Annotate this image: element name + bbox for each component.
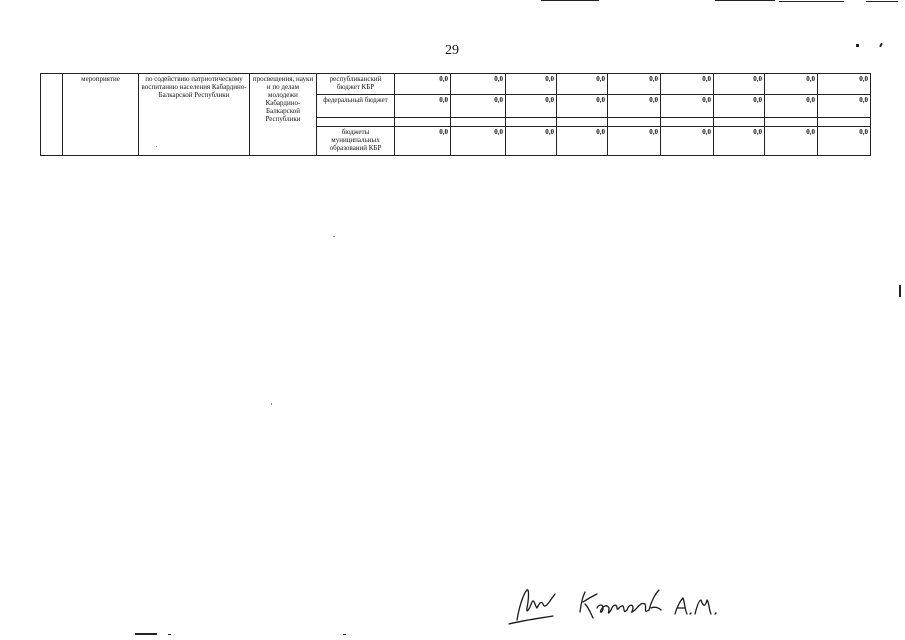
blank-cell <box>557 118 608 127</box>
value-cell: 0,0 <box>714 95 765 118</box>
funding-source-cell: федеральный бюджет <box>317 95 395 118</box>
page-number: 29 <box>445 43 459 58</box>
value-cell: 0,0 <box>714 74 765 95</box>
value-cell: 0,0 <box>661 127 714 156</box>
value-cell: 0,0 <box>765 95 818 118</box>
speck-mark <box>899 285 901 297</box>
speck-mark <box>271 403 272 405</box>
value-cell: 0,0 <box>661 74 714 95</box>
blank-cell <box>395 118 451 127</box>
value-cell: 0,0 <box>557 95 608 118</box>
speck-mark <box>879 43 883 47</box>
scan-line-bottom <box>135 633 157 635</box>
blank-cell <box>765 118 818 127</box>
executor-cell: просвещения, науки и по делам молодежи Кабардино-Балкарской Республики <box>250 74 317 156</box>
value-cell: 0,0 <box>608 127 661 156</box>
value-cell: 0,0 <box>506 74 557 95</box>
speck-mark <box>856 44 859 47</box>
value-cell: 0,0 <box>451 74 506 95</box>
blank-cell <box>818 118 871 127</box>
value-cell: 0,0 <box>557 74 608 95</box>
value-cell: 0,0 <box>557 127 608 156</box>
scan-line-bottom <box>168 634 171 635</box>
scan-line-2 <box>715 0 775 1</box>
blank-cell <box>714 118 765 127</box>
blank-cell <box>608 118 661 127</box>
value-cell: 0,0 <box>506 127 557 156</box>
funding-source-cell: республиканский бюджет КБР <box>317 74 395 95</box>
scan-line-bottom <box>343 634 346 635</box>
value-cell: 0,0 <box>765 74 818 95</box>
scan-line-3 <box>779 1 844 2</box>
value-cell: 0,0 <box>818 74 871 95</box>
value-cell: 0,0 <box>451 127 506 156</box>
speck-mark <box>156 146 157 147</box>
value-cell: 0,0 <box>714 127 765 156</box>
value-cell: 0,0 <box>608 74 661 95</box>
funding-source-cell: бюджеты муниципальных образований КБР <box>317 127 395 156</box>
value-cell: 0,0 <box>661 95 714 118</box>
scan-line-4 <box>866 1 898 2</box>
table-row <box>41 74 871 95</box>
event-name-cell: по содействию патриотическому воспитанию населения Кабардино-Балкарской Республики <box>139 74 250 156</box>
speck-mark <box>333 236 335 237</box>
event-type-cell: мероприятие <box>63 74 139 156</box>
blank-cell <box>317 118 395 127</box>
value-cell: 0,0 <box>395 127 451 156</box>
value-cell: 0,0 <box>818 127 871 156</box>
value-cell: 0,0 <box>451 95 506 118</box>
value-cell: 0,0 <box>608 95 661 118</box>
value-cell: 0,0 <box>765 127 818 156</box>
budget-table <box>40 73 871 156</box>
scan-line-1 <box>541 0 599 1</box>
value-cell: 0,0 <box>506 95 557 118</box>
blank-cell <box>661 118 714 127</box>
blank-cell <box>451 118 506 127</box>
value-cell: 0,0 <box>818 95 871 118</box>
blank-cell <box>506 118 557 127</box>
value-cell: 0,0 <box>395 95 451 118</box>
empty-cell <box>41 74 63 156</box>
value-cell: 0,0 <box>395 74 451 95</box>
handwritten-signature <box>505 580 735 630</box>
